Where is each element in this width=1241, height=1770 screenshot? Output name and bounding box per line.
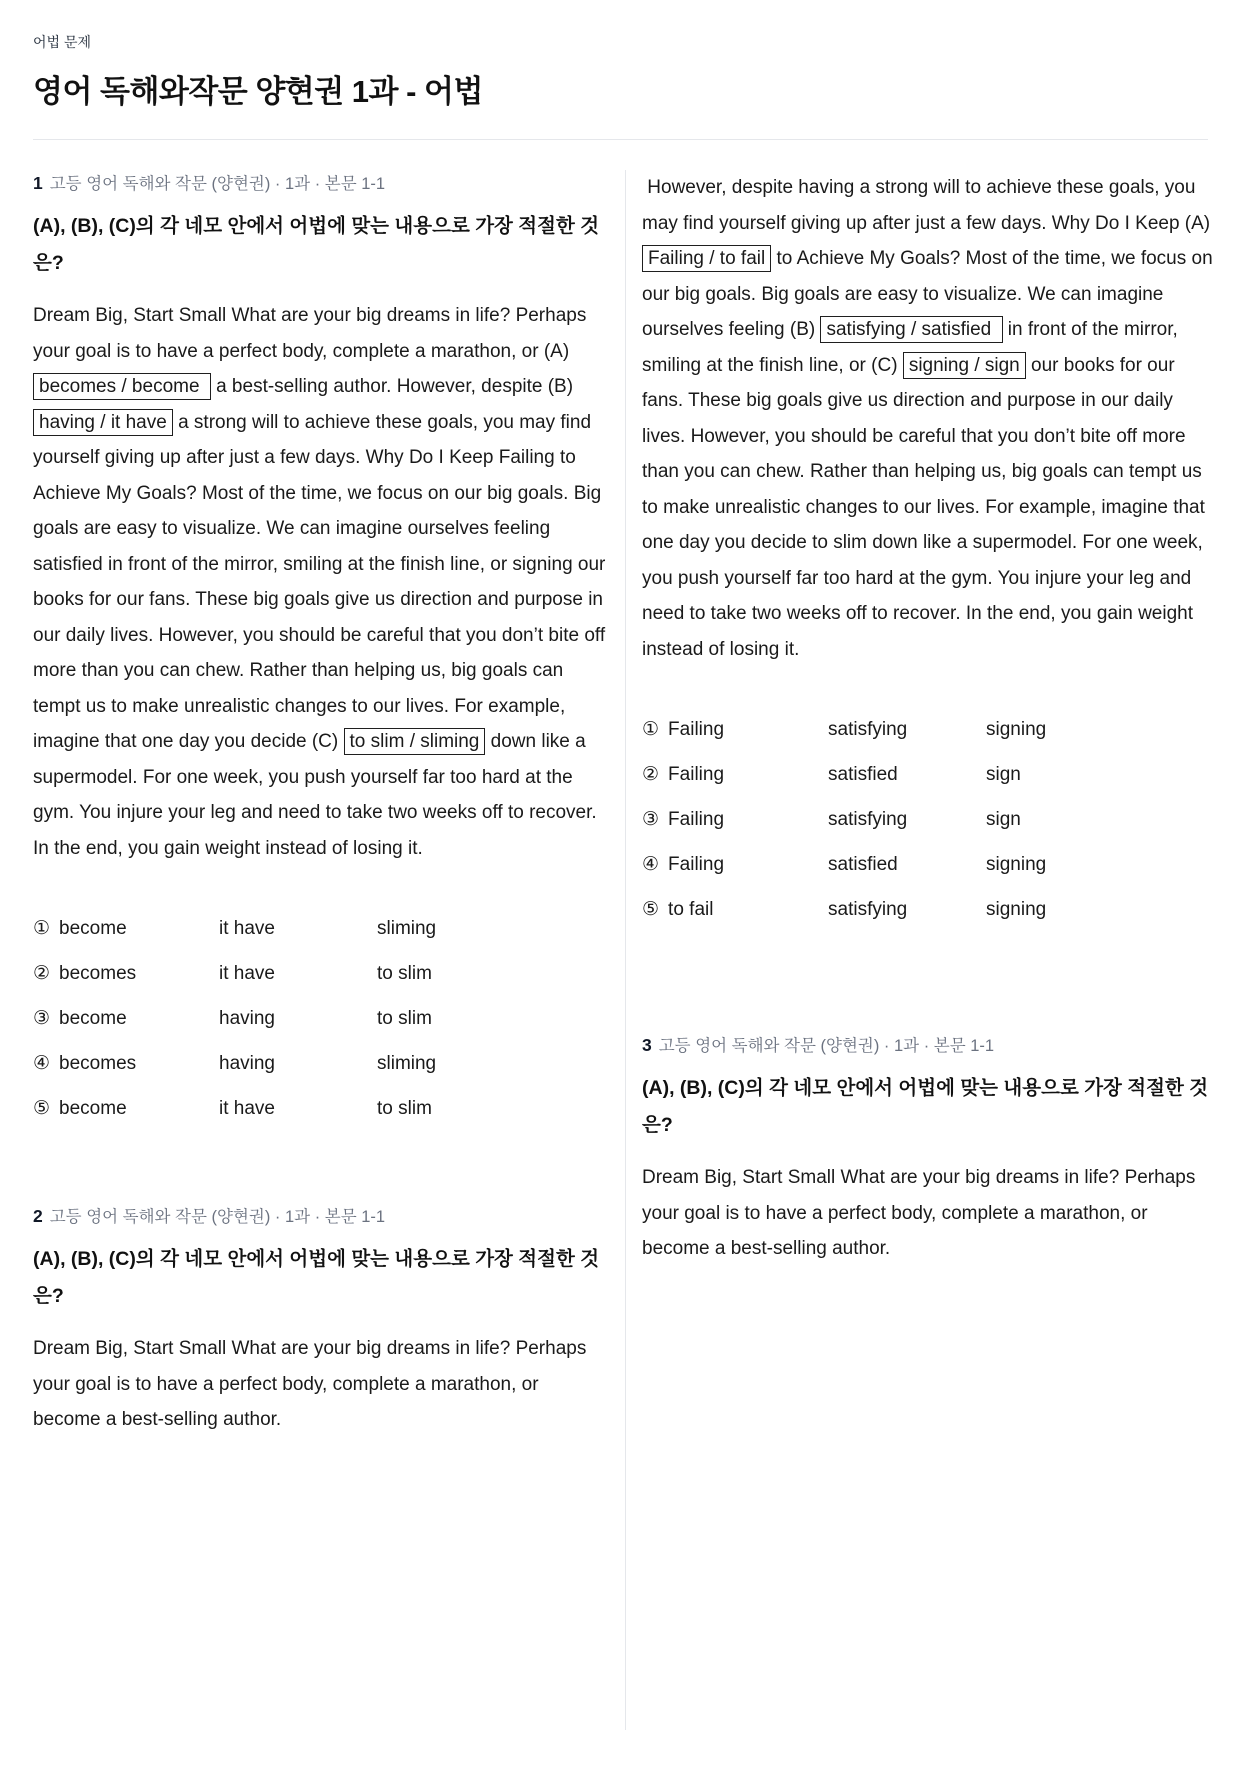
choice-row-3	[33, 996, 609, 1041]
choice-value-C: signing	[986, 898, 1047, 920]
choice-marker: ③	[642, 809, 660, 830]
grammar-box-B: satisfying / satisfied	[820, 316, 1002, 343]
choice-option-A	[642, 898, 828, 921]
grammar-box-A: Failing / to fail	[642, 245, 771, 272]
question-2-source: 고등 영어 독해와 작문 (양현권) · 1과 · 본문 1-1	[49, 1208, 386, 1226]
question-block-2-continued	[642, 170, 1218, 932]
choice-marker: ②	[642, 764, 660, 785]
choice-marker: ④	[33, 1053, 51, 1074]
right-column	[642, 170, 1218, 1730]
question-block-2	[33, 1203, 609, 1438]
choice-value-A: to fail	[668, 899, 714, 920]
passage-text: a strong will to achieve these goals, you may find yourself giving up after just a few days. Why Do I Keep Failing to Achieve My Goals? Most of the time, we focus on our big goals. Big goals are easy to visualize. We can imagine ourselves feeling satisfied in front of the mirror, smiling at the finish line, or signing our books for our fans. These big goals give us direction and purpose in our daily lives. However, you should be careful that you don’t bite off more than you can chew. Rather than helping us, big goals can tempt us to make unrealistic changes to our lives. For example, imagine that one day you decide (C)	[33, 411, 606, 752]
choice-value-C: to slim	[377, 1097, 432, 1119]
grammar-box-C: signing / sign	[903, 352, 1026, 379]
passage-text: a best-selling author. However, despite (B)	[210, 376, 574, 397]
choice-option-A	[642, 763, 828, 786]
choice-row-4	[642, 842, 1218, 887]
choice-value-B: satisfying	[828, 808, 908, 830]
choice-value-C: to slim	[377, 1007, 432, 1029]
choice-value-B: satisfied	[828, 853, 898, 875]
question-1-header	[33, 170, 609, 194]
choice-value-B: satisfying	[828, 898, 908, 920]
choice-row-1	[642, 707, 1218, 752]
two-column-layout	[33, 140, 1213, 1730]
choice-value-B: having	[219, 1052, 275, 1074]
question-1-prompt: (A), (B), (C)의 각 네모 안에서 어법에 맞는 내용으로 가장 적절한 것은?	[33, 215, 600, 274]
passage-text: However, despite having a strong will to achieve these goals, you may find yourself giving up after just a few days. Why Do I Keep (A)	[642, 177, 1211, 234]
choice-row-5	[642, 887, 1218, 932]
question-1-source: 고등 영어 독해와 작문 (양현권) · 1과 · 본문 1-1	[49, 175, 386, 193]
choice-marker: ②	[33, 963, 51, 984]
choice-value-C: sliming	[377, 917, 437, 939]
question-2-choices	[642, 707, 1218, 932]
question-1-passage	[33, 298, 609, 866]
choice-option-A	[642, 853, 828, 876]
question-2-passage-continued	[642, 170, 1218, 667]
left-column	[33, 170, 609, 1730]
choice-value-C: sliming	[377, 1052, 437, 1074]
choice-option-A	[33, 1007, 219, 1030]
choice-row-2	[33, 951, 609, 996]
passage-text: our books for our fans. These big goals give us direction and purpose in our daily lives. However, you should be careful that you don’t bite off more than you can chew. Rather than helping us, big goals can tempt us to make unrealistic changes to our lives. For example, imagine that one day you decide to slim down like a supermodel. For one week, you push yourself far too hard at the gym. You injure your leg and need to take two weeks off to recover. In the end, you gain weight instead of losing it.	[642, 354, 1205, 660]
choice-option-A	[642, 718, 828, 741]
choice-value-A: becomes	[59, 963, 137, 984]
choice-option-A	[33, 917, 219, 940]
choice-row-3	[642, 797, 1218, 842]
choice-option-A	[33, 1097, 219, 1120]
choice-value-C: to slim	[377, 962, 432, 984]
choice-marker: ①	[642, 719, 660, 740]
choice-value-A: Failing	[668, 719, 725, 740]
choice-value-A: Failing	[668, 809, 725, 830]
question-2-prompt: (A), (B), (C)의 각 네모 안에서 어법에 맞는 내용으로 가장 적절한 것은?	[33, 1248, 600, 1307]
question-2-header	[33, 1203, 609, 1227]
passage-text: in front of the mirror, smiling at the finish line, or (C)	[642, 319, 1178, 376]
passage-text: to Achieve My Goals? Most of the time, we focus on our big goals. Big goals are easy to visualize. We can imagine ourselves feeling (B)	[642, 248, 1213, 340]
grammar-box-A: becomes / become	[33, 373, 211, 400]
passage-text: Dream Big, Start Small What are your big dreams in life? Perhaps your goal is to have a perfect body, complete a marathon, or (A)	[33, 305, 587, 362]
question-3-header	[642, 1032, 1218, 1056]
choice-value-B: it have	[219, 1097, 275, 1119]
passage-text: down like a supermodel. For one week, you push yourself far too hard at the gym. You injure your leg and need to take two weeks off to recover. In the end, you gain weight instead of losing it.	[33, 731, 597, 859]
choice-value-A: becomes	[59, 1053, 137, 1074]
choice-row-2	[642, 752, 1218, 797]
choice-value-A: become	[59, 1098, 127, 1119]
choice-value-A: Failing	[668, 764, 725, 785]
choice-option-A	[33, 962, 219, 985]
question-1-number: 1	[33, 173, 43, 193]
page-title: 영어 독해와작문 양현권 1과 - 어법	[33, 74, 483, 109]
choice-value-B: having	[219, 1007, 275, 1029]
choice-value-C: signing	[986, 718, 1047, 740]
choice-marker: ④	[642, 854, 660, 875]
question-block-3	[642, 1032, 1218, 1267]
choice-value-B: it have	[219, 962, 275, 984]
choice-marker: ⑤	[642, 899, 660, 920]
column-divider	[625, 170, 626, 1730]
choice-value-C: sign	[986, 808, 1021, 830]
question-3-prompt: (A), (B), (C)의 각 네모 안에서 어법에 맞는 내용으로 가장 적절한 것은?	[642, 1077, 1209, 1136]
question-1-choices	[33, 906, 609, 1131]
choice-value-B: it have	[219, 917, 275, 939]
choice-option-A	[642, 808, 828, 831]
question-3-number: 3	[642, 1035, 652, 1055]
choice-value-A: become	[59, 1008, 127, 1029]
choice-option-A	[33, 1052, 219, 1075]
choice-row-5	[33, 1086, 609, 1131]
grammar-box-C: to slim / sliming	[344, 728, 486, 755]
question-block-1	[33, 170, 609, 1131]
doc-category-label: 어법 문제	[33, 34, 91, 50]
choice-value-A: become	[59, 918, 127, 939]
question-2-passage-start: Dream Big, Start Small What are your big dreams in life? Perhaps your goal is to have a perfect body, complete a marathon, or become a best-selling author.	[33, 1338, 587, 1430]
question-3-source: 고등 영어 독해와 작문 (양현권) · 1과 · 본문 1-1	[658, 1037, 995, 1055]
choice-value-B: satisfied	[828, 763, 898, 785]
choice-marker: ①	[33, 918, 51, 939]
choice-row-1	[33, 906, 609, 951]
choice-marker: ③	[33, 1008, 51, 1029]
question-3-passage-start: Dream Big, Start Small What are your big dreams in life? Perhaps your goal is to have a perfect body, complete a marathon, or become a best-selling author.	[642, 1167, 1196, 1259]
choice-value-B: satisfying	[828, 718, 908, 740]
choice-row-4	[33, 1041, 609, 1086]
choice-value-C: sign	[986, 763, 1021, 785]
grammar-box-B: having / it have	[33, 409, 173, 436]
choice-value-A: Failing	[668, 854, 725, 875]
question-2-number: 2	[33, 1206, 43, 1226]
choice-value-C: signing	[986, 853, 1047, 875]
choice-marker: ⑤	[33, 1098, 51, 1119]
